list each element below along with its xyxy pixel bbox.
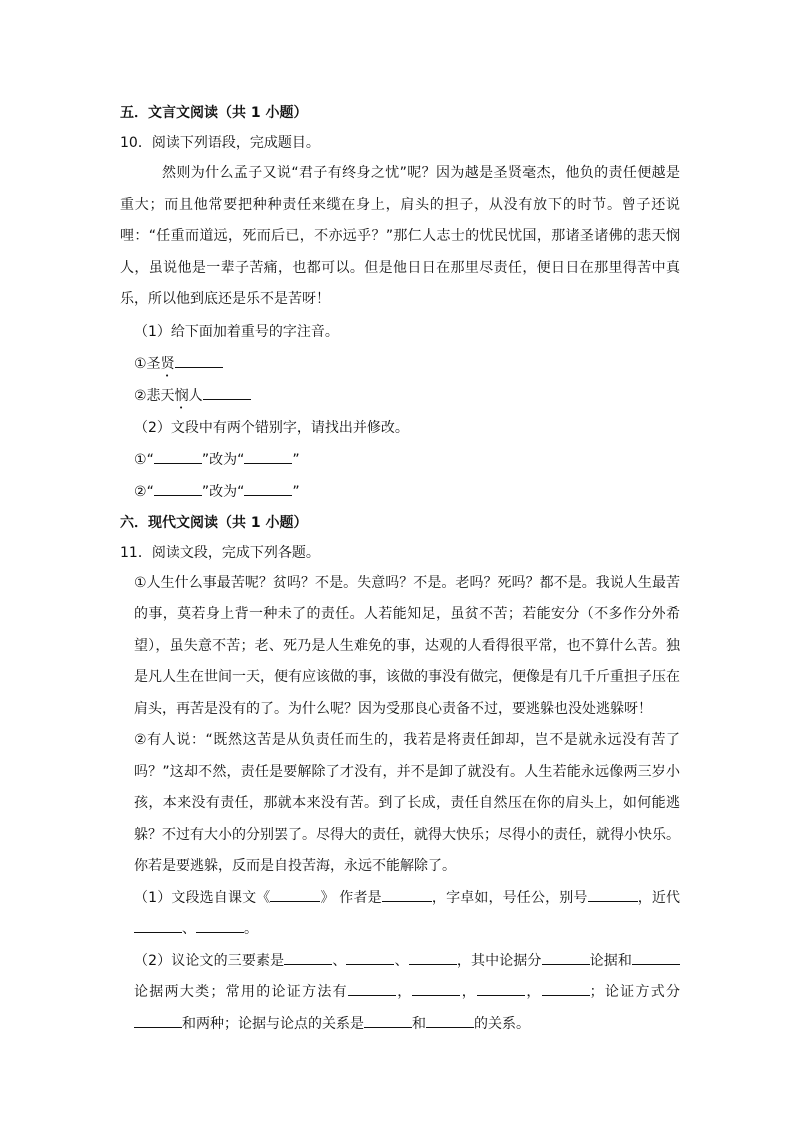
answer-blank[interactable] bbox=[244, 449, 292, 464]
answer-blank[interactable] bbox=[154, 449, 202, 464]
answer-blank[interactable] bbox=[477, 981, 525, 996]
answer-blank[interactable] bbox=[382, 887, 432, 902]
answer-blank[interactable] bbox=[364, 1013, 412, 1028]
answer-blank[interactable] bbox=[196, 918, 244, 933]
q11-sub2: （2）议论文的三要素是 、 、 ，其中论据分 论据和论据两大类；常用的论证方法有 ， ， ， ；论证方式分和两种；论据与论点的关系是 和 的关系。 bbox=[120, 946, 680, 1041]
q10-sub2-item-2: ②“ ”改为“ ” bbox=[120, 476, 680, 508]
q10-sub2: （2）文段中有两个错别字，请找出并修改。 bbox=[134, 419, 409, 436]
answer-blank[interactable] bbox=[632, 950, 680, 965]
question-11-title: 11．阅读文段，完成下列各题。 bbox=[120, 544, 320, 561]
q10-sub1: （1）给下面加着重号的字注音。 bbox=[134, 323, 339, 340]
q11-sub1: （1）文段选自课文《 》 作者是 ，字卓如，号任公，别号 ，近代、 。 bbox=[120, 883, 680, 946]
question-10-title: 10．阅读下列语段，完成题目。 bbox=[120, 135, 320, 151]
answer-blank[interactable] bbox=[244, 481, 292, 496]
emphasis-char: 悯 bbox=[174, 387, 189, 404]
question-11-paragraph-1: ①人生什么事最苦呢？贫吗？不是。失意吗？不是。老吗？死吗？都不是。我说人生最苦的事，莫若身上背一种未了的责任。人若能知足，虽贫不苦；若能安分（不多作分外希望），虽失意不苦；老、死乃是人生难免的事，达观的人看得很平常，也不算什么苦。独是凡人生在世间一天，便有应该做的事，该做的事没有做完，便像是有几千斤重担子压在肩头，再苦是没有的了。为什么呢？因为受那良心责备不过，要逃躲也没处逃躲呀！ bbox=[134, 574, 680, 717]
question-10-passage: 然则为什么孟子又说“君子有终身之忧”呢？因为越是圣贤毫杰，他负的责任便越是重大；而且他常要把种种责任来缆在身上，肩头的担子，从没有放下的时节。曾子还说哩：“任重而道远，死而后已，不亦远乎？”那仁人志士的忧民忧国，那诸圣诸佛的悲天悯人，虽说他是一辈子苦痛，也都可以。但是他日日在那里尽责任，便日日在那里得苦中真乐，所以他到底还是乐不是苦呀！ bbox=[120, 165, 680, 307]
answer-blank[interactable] bbox=[270, 887, 320, 902]
answer-blank[interactable] bbox=[542, 981, 590, 996]
q10-sub1-item-2: ②悲天悯人 bbox=[120, 380, 680, 412]
answer-blank[interactable] bbox=[346, 950, 394, 965]
q10-sub1-item-1: ①圣贤 bbox=[120, 348, 680, 380]
answer-blank[interactable] bbox=[348, 981, 396, 996]
q10-sub2-item-1: ①“ ”改为“ ” bbox=[120, 444, 680, 476]
answer-blank[interactable] bbox=[409, 950, 457, 965]
answer-blank[interactable] bbox=[284, 950, 332, 965]
section-6-title: 六．现代文阅读（共 1 小题） bbox=[120, 514, 308, 531]
answer-blank[interactable] bbox=[542, 950, 590, 965]
answer-blank[interactable] bbox=[134, 918, 182, 933]
answer-blank[interactable] bbox=[588, 887, 638, 902]
answer-blank[interactable] bbox=[203, 385, 251, 400]
answer-blank[interactable] bbox=[412, 981, 460, 996]
section-5-title: 五．文言文阅读（共 1 小题） bbox=[120, 105, 308, 121]
answer-blank[interactable] bbox=[134, 1013, 182, 1028]
answer-blank[interactable] bbox=[175, 353, 223, 368]
emphasis-char: 贤 bbox=[160, 355, 175, 372]
question-11-paragraph-2: ②有人说：“既然这苦是从负责任而生的，我若是将责任卸却，岂不是就永远没有苦了吗？”这却不然，责任是要解除了才没有，并不是卸了就没有。人生若能永远像两三岁小孩，本来没有责任，那就本来没有苦。到了长成，责任自然压在你的肩头上，如何能逃躲？不过有大小的分别罢了。尽得大的责任，就得大快乐；尽得小的责任，就得小快乐。你若是要逃躲，反而是自投苦海，永远不能解除了。 bbox=[134, 732, 680, 874]
answer-blank[interactable] bbox=[154, 481, 202, 496]
answer-blank[interactable] bbox=[426, 1013, 474, 1028]
document-content bbox=[120, 98, 680, 1040]
